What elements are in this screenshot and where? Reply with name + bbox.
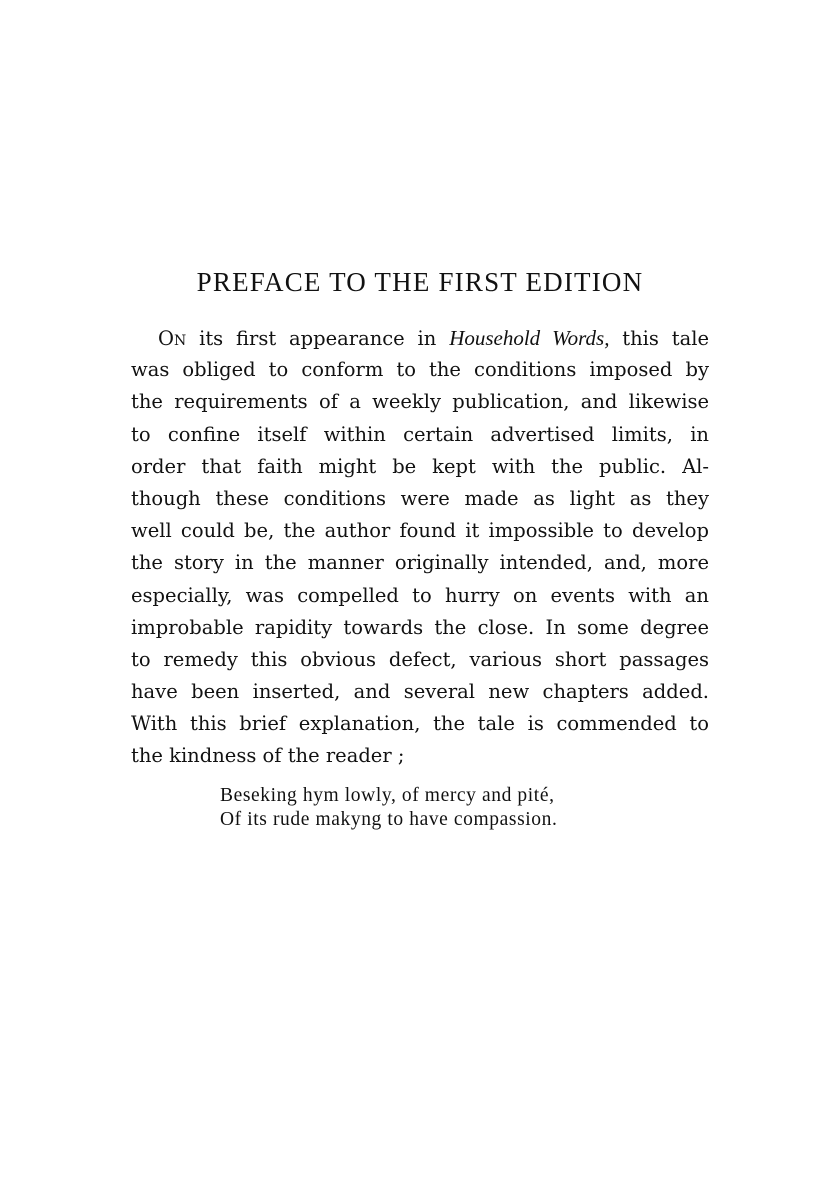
publication-title: Household Words, (449, 326, 610, 350)
paragraph-line: With this brief explanation, the tale is commended to (131, 712, 709, 736)
paragraph-line: order that faith might be kept with the public. Al- (131, 454, 709, 478)
opening-word: On (158, 327, 187, 350)
paragraph-line: to remedy this obvious defect, various short passages (131, 647, 709, 671)
paragraph-line: was obliged to conform to the conditions imposed by (131, 358, 709, 382)
verse-quote (220, 784, 557, 832)
paragraph-line: well could be, the author found it impossible to develop (131, 519, 709, 543)
paragraph-line: the kindness of the reader ; (131, 744, 405, 768)
preface-paragraph (131, 322, 709, 773)
paragraph-line: to confine itself within certain advertised limits, in (131, 422, 709, 446)
verse-line: Beseking hym lowly, of mercy and pité, (220, 785, 555, 806)
paragraph-line (131, 322, 709, 354)
line-text: this tale (609, 327, 709, 350)
verse-line: Of its rude makyng to have compassion. (220, 809, 558, 830)
page-title: PREFACE TO THE FIRST EDITION (196, 267, 644, 297)
paragraph-line: the requirements of a weekly publication, and likewise (131, 390, 709, 414)
paragraph-line: have been inserted, and several new chapters added. (131, 680, 709, 704)
paragraph-line: especially, was compelled to hurry on events with an (131, 583, 709, 607)
paragraph-line: though these conditions were made as light as they (131, 486, 709, 510)
paragraph-line: improbable rapidity towards the close. In some degree (131, 615, 709, 639)
line-text: its first appearance in (186, 327, 450, 350)
paragraph-line: the story in the manner originally intended, and, more (131, 551, 709, 575)
